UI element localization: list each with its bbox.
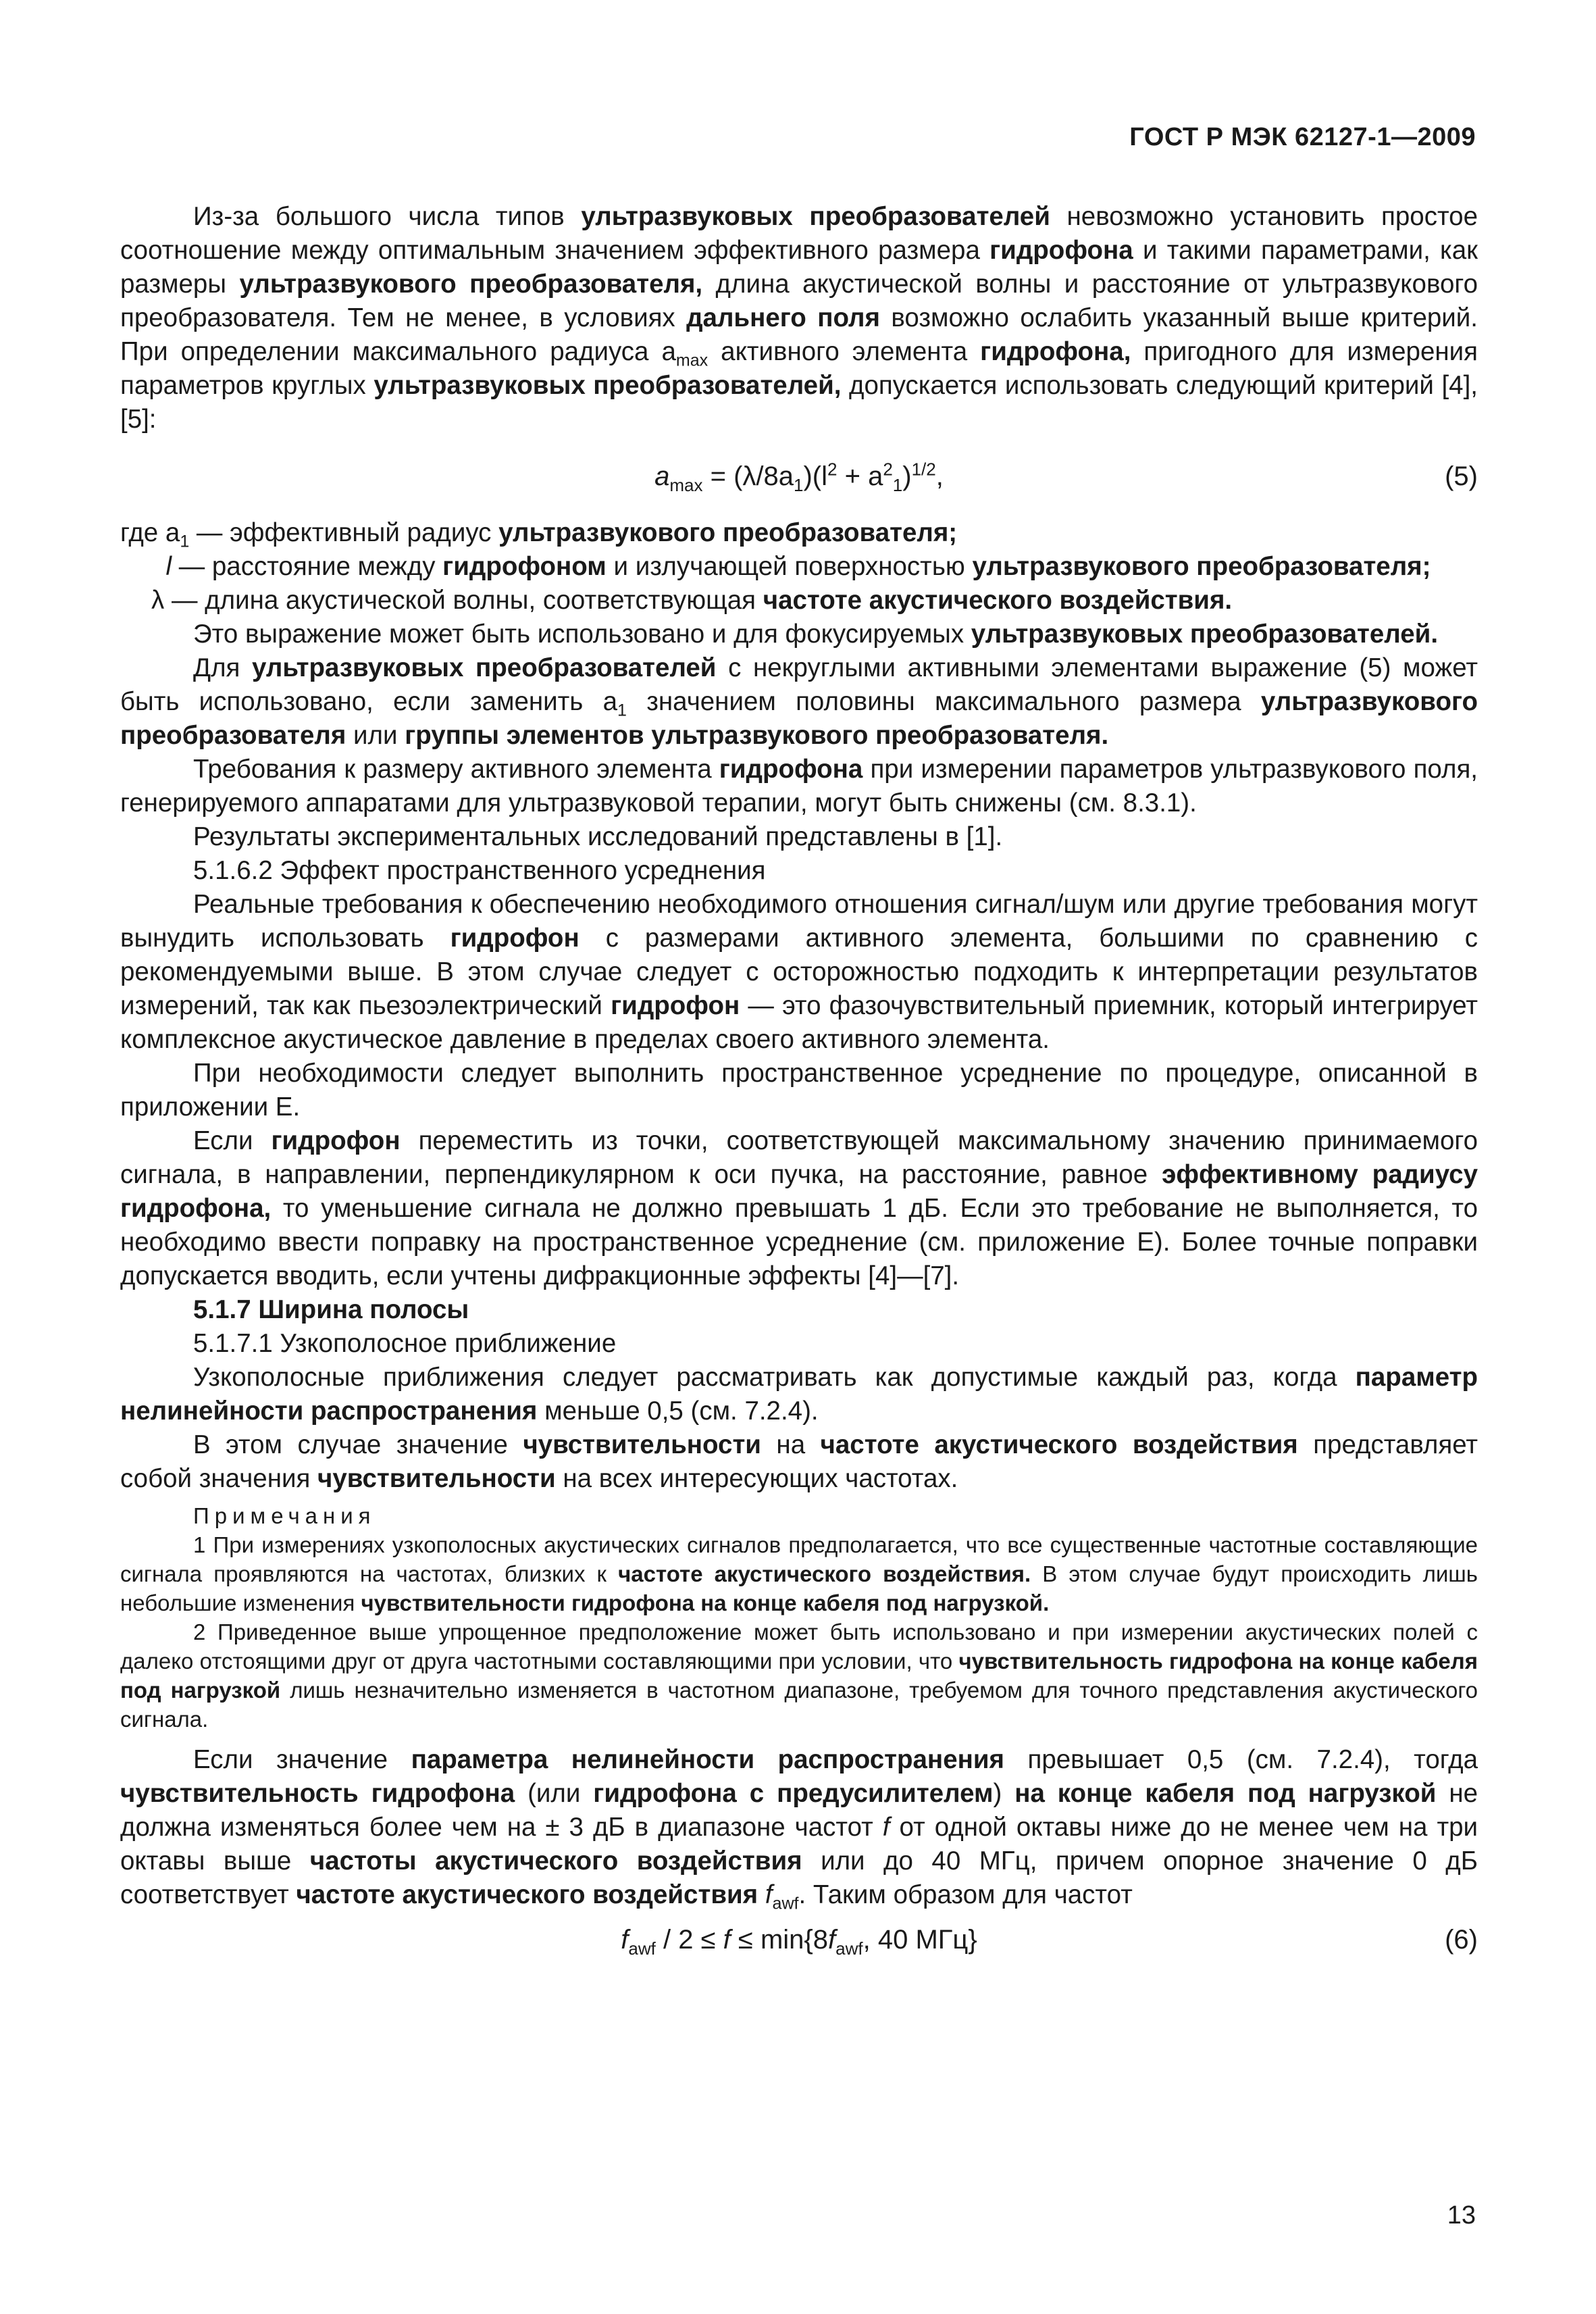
paragraph: В этом случае значение чувствительности на частоте акустического воздействия представляет собой значения чувствительности на всех интересующих частотах. (120, 1430, 1478, 1493)
definitions (120, 516, 1478, 618)
paragraph: Если гидрофон переместить из точки, соответствующей максимальному значению принимаемого сигнала, в направлении, перпендикулярном к оси пучка, на расстояние, равное эффективному радиусу гидрофона, то уменьшение сигнала не должно превышать 1 дБ. Если это требование не выполняется, то необходимо ввести поправку на пространственное усреднение (см. приложение Е). Более точные поправки допускается вводить, если учтены дифракционные эффекты [4]—[7]. (120, 1126, 1478, 1290)
note-item: 1 При измерениях узкополосных акустических сигналов предполагается, что все существенные частотные составляющие сигнала проявляются на частотах, близких к частоте акустического воздействия. В этом случае будут происходить лишь небольшие изменения чувствительности гидрофона на конце кабеля под нагрузкой. (120, 1532, 1478, 1615)
subsection-heading: 5.1.6.2 Эффект пространственного усреднения (193, 856, 766, 885)
formula-expression: $a_{max} = (\lambda/8a_1)(l^2 + a^2_1)^{1/2}$, (654, 459, 944, 495)
formula-5 (120, 436, 1478, 512)
notes-title: Примечания (193, 1503, 376, 1528)
subsection-heading: 5.1.7.1 Узкополосное приближение (193, 1329, 617, 1358)
paragraph: Реальные требования к обеспечению необходимого отношения сигнал/шум или другие требования могут вынудить использовать гидрофон с размерами активного элемента, большими по сравнению с рекомендуемыми выше. В этом случае следует с осторожностью подходить к интерпретации результатов измерений, так как пьезоэлектрический гидрофон — это фазочувствительный приемник, который интегрирует комплексное акустическое давление в пределах своего активного элемента. (120, 890, 1478, 1054)
formula-6 (120, 1912, 1478, 1969)
formula-number: (5) (1445, 461, 1478, 491)
document-header: ГОСТ Р МЭК 62127-1—2009 (1129, 123, 1476, 151)
document-body (120, 200, 1478, 1969)
paragraph: Узкополосные приближения следует рассматривать как допустимые каждый раз, когда параметр нелинейности распространения меньше 0,5 (см. 7.2.4). (120, 1363, 1478, 1426)
paragraph: При необходимости следует выполнить пространственное усреднение по процедуре, описанной в приложении Е. (120, 1059, 1478, 1122)
page-number: 13 (1447, 2201, 1476, 2230)
definition-item: где $a_1$ — эффективный радиус ультразвукового преобразователя; (120, 518, 958, 551)
definition-item: λ — длина акустической волны, соответствующая частоте акустического воздействия. (151, 586, 1233, 615)
paragraph: Это выражение может быть использовано и для фокусируемых ультразвуковых преобразователей. (193, 620, 1439, 649)
definition-item: l — расстояние между гидрофоном и излучающей поверхностью ультразвукового преобразователя; (165, 552, 1431, 581)
paragraph: Если значение параметра нелинейности распространения превышает 0,5 (см. 7.2.4), тогда чувствительность гидрофона (или гидрофона с предусилителем) на конце кабеля под нагрузкой не должна изменяться более чем на ± 3 дБ в диапазоне частот f от одной октавы ниже до не менее чем на три октавы выше частоты акустического воздействия или до 40 МГц, причем опорное значение 0 дБ соответствует частоте акустического воздействия $f_{awf}$. Таким образом для частот (120, 1745, 1478, 1913)
paragraph: Для ультразвуковых преобразователей с некруглыми активными элементами выражение (5) может быть использовано, если заменить $a_1$ значением половины максимального размера ультразвукового преобразователя или группы элементов ультразвукового преобразователя. (120, 653, 1478, 750)
paragraph: Результаты экспериментальных исследований представлены в [1]. (193, 822, 1003, 851)
paragraph: Требования к размеру активного элемента гидрофона при измерении параметров ультразвукового поля, генерируемого аппаратами для ультразвуковой терапии, могут быть снижены (см. 8.3.1). (120, 755, 1478, 818)
paragraph: Из-за большого числа типов ультразвуковых преобразователей невозможно установить простое соотношение между оптимальным значением эффективного размера гидрофона и такими параметрами, как размеры ультразвукового преобразователя, длина акустической волны и расстояние от ультразвукового преобразователя. Тем не менее, в условиях дальнего поля возможно ослабить указанный выше критерий. При определении максимального радиуса $a_{max}$ активного элемента гидрофона, пригодного для измерения параметров круглых ультразвуковых преобразователей, допускается использовать следующий критерий [4], [5]: (120, 202, 1478, 434)
formula-number: (6) (1445, 1925, 1478, 1955)
note-item: 2 Приведенное выше упрощенное предположение может быть использовано и при измерении акустических полей с далеко отстоящими друг от друга частотными составляющими при условии, что чувствительность гидрофона на конце кабеля под нагрузкой лишь незначительно изменяется в частотном диапазоне, требуемом для точного представления акустического сигнала. (120, 1619, 1478, 1732)
notes-block (120, 1501, 1478, 1734)
formula-expression: $f_{awf} / 2 \le f \le \min\{8f_{awf}$, 40 МГц} (621, 1925, 977, 1959)
section-heading: 5.1.7 Ширина полосы (193, 1295, 469, 1324)
